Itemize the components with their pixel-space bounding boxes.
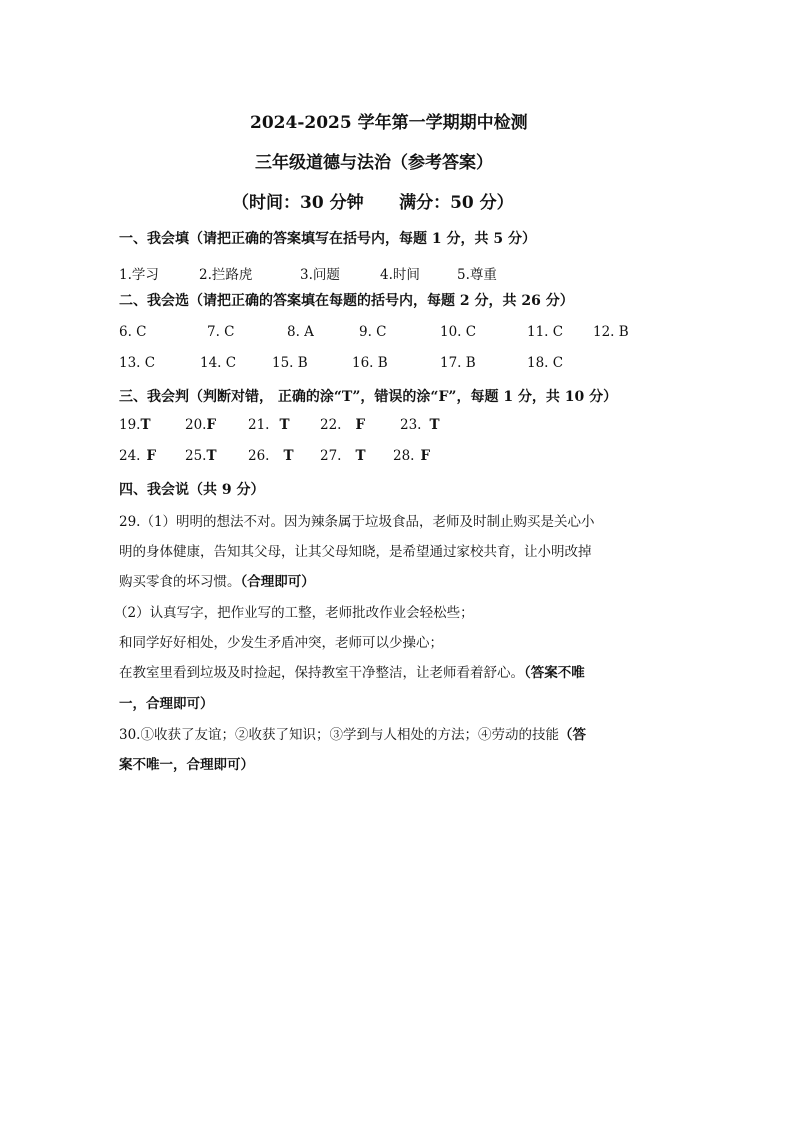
judge-23: 23. T	[400, 417, 440, 433]
q30-line1: 30.①收获了友谊；②收获了知识；③学到与人相处的方法；④劳动的技能（答	[119, 727, 586, 743]
answer-14: 14. C	[200, 355, 237, 371]
answer-10: 10. C	[440, 324, 477, 340]
judge-28: 28. F	[393, 448, 431, 464]
answer-1: 1.学习	[119, 267, 159, 283]
answer-11: 11. C	[527, 324, 564, 340]
answer-8: 8. A	[287, 324, 314, 340]
answer-9: 9. C	[359, 324, 387, 340]
answer-18: 18. C	[527, 355, 564, 371]
judge-20: 20.F	[185, 417, 217, 433]
answer-13: 13. C	[119, 355, 156, 371]
section4-heading: 四、我会说（共 9 分）	[119, 482, 265, 498]
answer-7: 7. C	[207, 324, 235, 340]
q29-part2-line3: 在教室里看到垃圾及时捡起，保持教室干净整洁，让老师看着舒心。（答案不唯	[119, 665, 585, 681]
judge-19: 19.T	[119, 417, 151, 433]
answer-5: 5.尊重	[457, 267, 497, 283]
section3-heading: 三、我会判（判断对错， 正确的涂“T”，错误的涂“F”，每题 1 分，共 10 分）	[119, 389, 618, 405]
judge-24: 24. F	[119, 448, 157, 464]
judge-25: 25.T	[185, 448, 217, 464]
q29-line2: 明的身体健康，告知其父母，让其父母知晓，是希望通过家校共育，让小明改掉	[119, 544, 592, 560]
answer-6: 6. C	[119, 324, 147, 340]
judge-21: 21. T	[248, 417, 290, 433]
section1-heading: 一、我会填（请把正确的答案填写在括号内，每题 1 分，共 5 分）	[119, 231, 536, 247]
answer-4: 4.时间	[380, 267, 420, 283]
answer-17: 17. B	[440, 355, 476, 371]
answer-3: 3.问题	[300, 267, 340, 283]
answer-16: 16. B	[352, 355, 388, 371]
q29-line1: 29.（1）明明的想法不对。因为辣条属于垃圾食品，老师及时制止购买是关心小	[119, 514, 595, 530]
judge-26: 26. T	[248, 448, 294, 464]
answer-12: 12. B	[593, 324, 629, 340]
section2-heading: 二、我会选（请把正确的答案填在每题的括号内，每题 2 分，共 26 分）	[119, 293, 574, 309]
q29-line3: 购买零食的坏习惯。（合理即可）	[119, 574, 315, 590]
q30-line2: 案不唯一，合理即可）	[119, 757, 254, 773]
page-title: 2024-2025 学年第一学期期中检测	[250, 113, 528, 133]
exam-meta: （时间：30 分钟 满分：50 分）	[232, 193, 514, 213]
page-subtitle: 三年级道德与法治（参考答案）	[255, 153, 493, 173]
answer-2: 2.拦路虎	[199, 267, 253, 283]
q29-part2-line2: 和同学好好相处，少发生矛盾冲突，老师可以少操心；	[119, 635, 443, 651]
q29-part2-line4: 一，合理即可）	[119, 696, 214, 712]
judge-27: 27. T	[320, 448, 366, 464]
q29-part2-line1: （2）认真写字，把作业写的工整，老师批改作业会轻松些；	[114, 605, 474, 621]
answer-15: 15. B	[272, 355, 308, 371]
judge-22: 22. F	[320, 417, 366, 433]
